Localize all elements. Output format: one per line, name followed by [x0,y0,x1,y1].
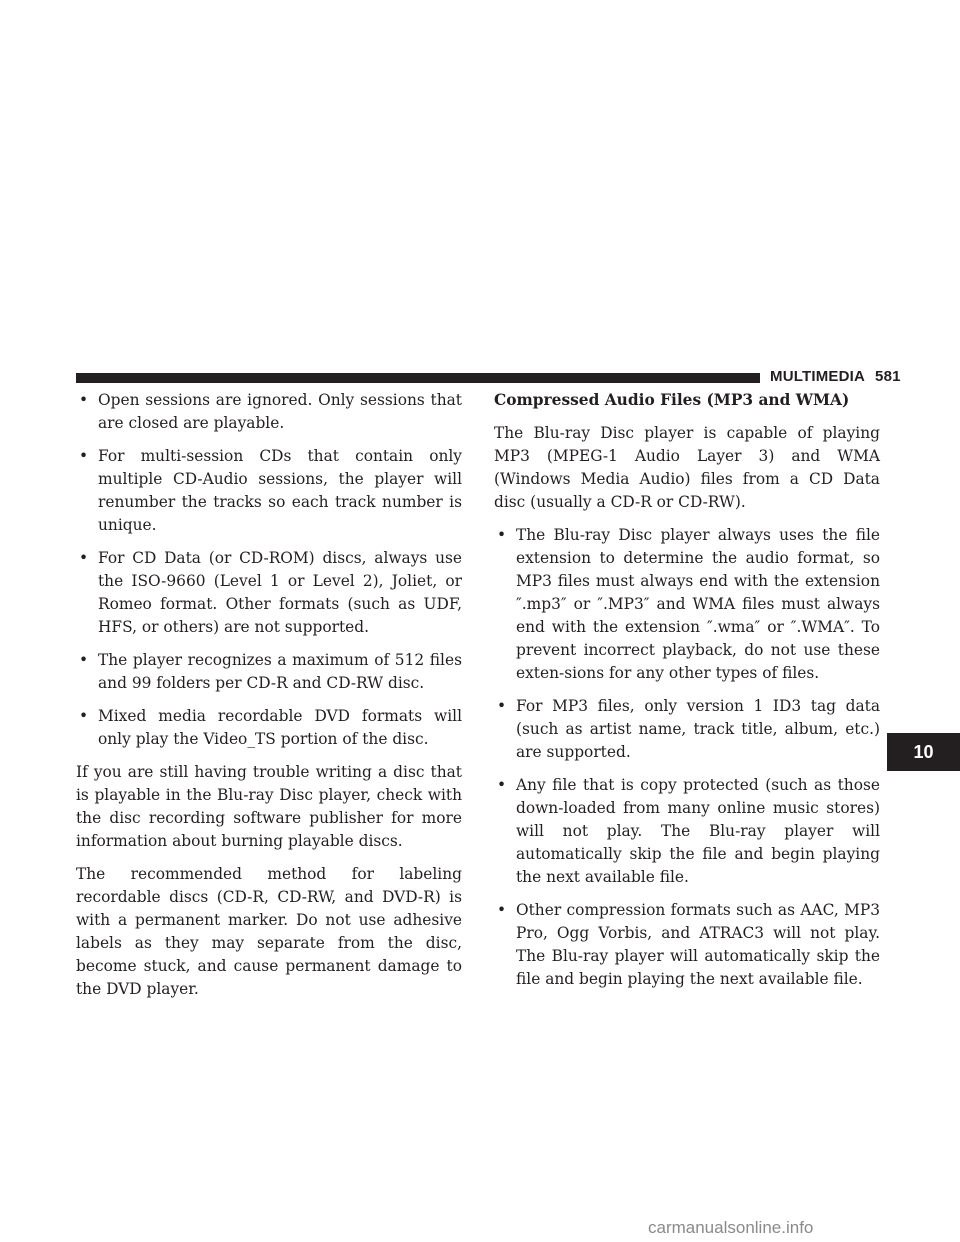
list-item [76,547,462,639]
list-item-text: For multi-session CDs that contain only multiple CD-Audio sessions, the player will renumber the tracks so each track number is unique. [98,447,462,534]
list-item-text: The Blu-ray Disc player always uses the file extension to determine the audio format, so MP3 files must always end with the extension ″.mp3″ or ″.MP3″ and WMA files must always end with the extension ″.wma″ or ″.WMA″. To prevent incorrect playback, do not use these exten-sions for any other types of files. [516,526,880,682]
bullet-icon: • [79,447,89,465]
list-item [76,705,462,751]
list-item [494,899,880,991]
paragraph: The Blu-ray Disc player is capable of playing MP3 (MPEG-1 Audio Layer 3) and WMA (Windows Media Audio) files from a CD Data disc (usually a CD-R or CD-RW). [494,424,880,511]
left-column [76,389,462,1011]
right-column [494,389,880,1001]
list-item [494,695,880,764]
bullet-icon: • [497,526,507,544]
watermark: carmanualsonline.info [648,1218,814,1237]
page-header [0,0,960,400]
list-item-text: Mixed media recordable DVD formats will only play the Video_TS portion of the disc. [98,707,462,748]
section-name: MULTIMEDIA [770,368,866,385]
bullet-icon: • [497,697,507,715]
bullet-icon: • [79,651,89,669]
list-item [76,445,462,537]
paragraph: The recommended method for labeling recordable discs (CD-R, CD-RW, and DVD-R) is with a permanent marker. Do not use adhesive labels as they may separate from the disc, become stuck, and cause permanent damage to the DVD player. [76,865,462,998]
list-item-text: For CD Data (or CD-ROM) discs, always use the ISO-9660 (Level 1 or Level 2), Joliet, or Romeo format. Other formats (such as UDF, HFS, or others) are not supported. [98,549,462,636]
list-item-text: Other compression formats such as AAC, MP3 Pro, Ogg Vorbis, and ATRAC3 will not play. The Blu-ray player will automatically skip the file and begin playing the next available file. [516,901,880,988]
paragraph: If you are still having trouble writing a disc that is playable in the Blu-ray Disc player, check with the disc recording software publisher for more information about burning playable discs. [76,763,462,850]
right-bullet-list [494,524,880,991]
list-item [76,649,462,695]
section-heading: Compressed Audio Files (MP3 and WMA) [494,391,850,409]
section-title [770,368,901,385]
bullet-icon: • [79,391,89,409]
bullet-icon: • [79,707,89,725]
list-item [76,389,462,435]
bullet-icon: • [79,549,89,567]
list-item-text: The player recognizes a maximum of 512 files and 99 folders per CD-R and CD-RW disc. [98,651,462,692]
list-item-text: Any file that is copy protected (such as those down-loaded from many online music stores) will not play. The Blu-ray player will automatically skip the file and begin playing the next available file. [516,776,880,886]
header-rule [76,373,760,383]
list-item [494,774,880,889]
list-item-text: Open sessions are ignored. Only sessions that are closed are playable. [98,391,462,432]
bullet-icon: • [497,901,507,919]
list-item-text: For MP3 files, only version 1 ID3 tag data (such as artist name, track title, album, etc.) are supported. [516,697,880,761]
bullet-icon: • [497,776,507,794]
chapter-tab: 10 [887,733,960,771]
left-bullet-list [76,389,462,751]
page-number: 581 [875,368,901,385]
list-item [494,524,880,685]
